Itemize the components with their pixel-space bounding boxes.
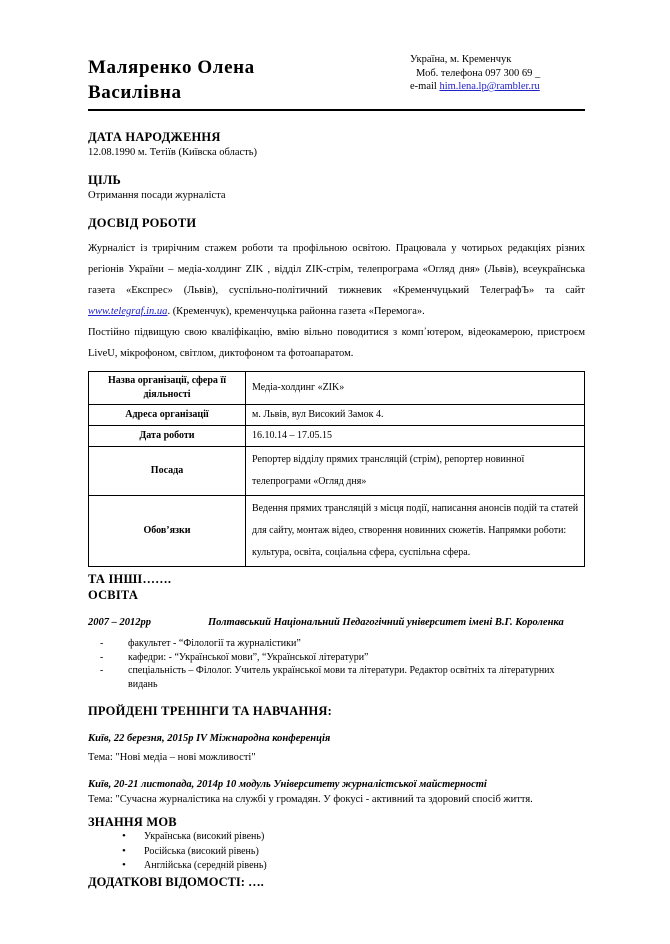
experience-table-body	[89, 372, 585, 567]
others-note: ТА ІНШІ…….	[88, 572, 172, 586]
table-row	[89, 496, 585, 567]
education-details-list	[88, 637, 585, 691]
table-cell-value: Ведення прямих трансляцій з місця події, написання анонсів подій та статей для сайту, монтаж відео, створення новинних сюжетів. Напрямки роботи: культура, освіта, соціальна сфера, суспільна сфера.	[246, 496, 585, 567]
table-row	[89, 447, 585, 496]
section-heading-additional: ДОДАТКОВІ ВІДОМОСТІ: ….	[88, 874, 264, 889]
section-heading-trainings: ПРОЙДЕНІ ТРЕНІНГИ ТА НАВЧАННЯ:	[88, 704, 332, 718]
list-item: • Українська (високий рівень)	[108, 830, 585, 845]
experience-paragraph-part2: . (Кременчук), кременчуцька районна газета «Перемога».	[167, 306, 425, 317]
experience-paragraph	[88, 238, 585, 322]
table-cell-value: Репортер відділу прямих трансляцій (стрім), репортер новинної телепрограми «Огляд дня»	[246, 447, 585, 496]
document-header	[88, 50, 585, 105]
contact-block	[410, 50, 585, 94]
table-row	[89, 426, 585, 447]
contact-email-row	[410, 80, 585, 94]
education-years: 2007 – 2012рр	[88, 617, 151, 628]
section-heading-goal: ЦІЛЬ	[88, 173, 121, 187]
list-item: • Російська (високий рівень)	[108, 845, 585, 860]
table-cell-value: Медіа-холдинг «ZIK»	[246, 372, 585, 405]
page-title	[88, 50, 255, 105]
name-line-2: Василівна	[88, 82, 182, 103]
goal-value: Отримання посади журналіста	[88, 190, 226, 201]
section-heading-experience: ДОСВІД РОБОТИ	[88, 216, 197, 230]
name-line-1: Маляренко Олена	[88, 57, 255, 78]
table-cell-label: Дата роботи	[89, 426, 246, 447]
telegraf-site-link[interactable]: www.telegraf.in.ua	[88, 306, 168, 317]
contact-phone: Моб. телефона 097 300 69 _	[416, 67, 541, 79]
table-cell-label: Назва організації, сфера її діяльності	[89, 372, 246, 405]
table-cell-value: 16.10.14 – 17.05.15	[246, 426, 585, 447]
table-row	[89, 372, 585, 405]
birth-value: 12.08.1990 м. Тетіїв (Київска область)	[88, 147, 258, 158]
table-cell-value: м. Львів, вул Високий Замок 4.	[246, 405, 585, 426]
list-item: - спеціальність – Філолог. Учитель української мови та літератури. Редактор освітніх та літературних видань	[100, 664, 585, 691]
education-institution: Полтавський Національний Педагогічний університет імені В.Г. Короленка	[208, 617, 564, 628]
table-cell-label: Обов’язки	[89, 496, 246, 567]
table-row	[89, 405, 585, 426]
table-cell-label: Посада	[89, 447, 246, 496]
training-title: Київ, 20-21 листопада, 2014р 10 модуль Університету журналістської майстерності	[88, 779, 487, 790]
training-title: Київ, 22 березня, 2015р IV Міжнародна конференція	[88, 733, 331, 744]
section-heading-birth: ДАТА НАРОДЖЕННЯ	[88, 130, 221, 144]
list-item: - факультет - “Філології та журналістики”	[100, 637, 585, 651]
list-item: - кафедри: - “Української мови”, “Української літератури”	[100, 651, 585, 665]
training-theme: Тема: "Нові медіа – нові можливості"	[88, 752, 256, 763]
email-link[interactable]: him.lena.lp@rambler.ru	[439, 81, 540, 92]
document-content	[88, 50, 585, 890]
education-entry	[88, 615, 585, 630]
email-label: e-mail	[410, 81, 437, 92]
experience-table	[88, 371, 585, 567]
section-heading-education: ОСВІТА	[88, 588, 139, 602]
training-theme: Тема: "Сучасна журналістика на службі у громадян. У фокусі - активний та здоровий спосіб життя.	[88, 794, 533, 805]
list-item: • Англійська (середній рівень)	[108, 859, 585, 874]
experience-paragraph-part1: Журналіст із трирічним стажем роботи та профільною освітою. Працювала у чотирьох редакціях різних регіонів України – медіа-холдинг ZIK , відділ ZIK-стрім, телепрограма «Огляд дня» (Львів), всеукраїнська газета «Експрес» (Львів), суспільно-політичний тижневик «Кременчуцький ТелеграфЪ» та сайт	[88, 243, 585, 296]
contact-location: Україна, м. Кременчук	[410, 54, 512, 65]
section-heading-languages: ЗНАННЯ МОВ	[88, 815, 177, 829]
languages-list	[88, 830, 585, 874]
table-cell-label: Адреса організації	[89, 405, 246, 426]
experience-paragraph-2: Постійно підвищую свою кваліфікацію, вмію вільно поводитися з комп᾽ютером, відеокамерою, пристроєм LiveU, мікрофоном, світлом, диктофоном та фотоапаратом.	[88, 327, 585, 359]
